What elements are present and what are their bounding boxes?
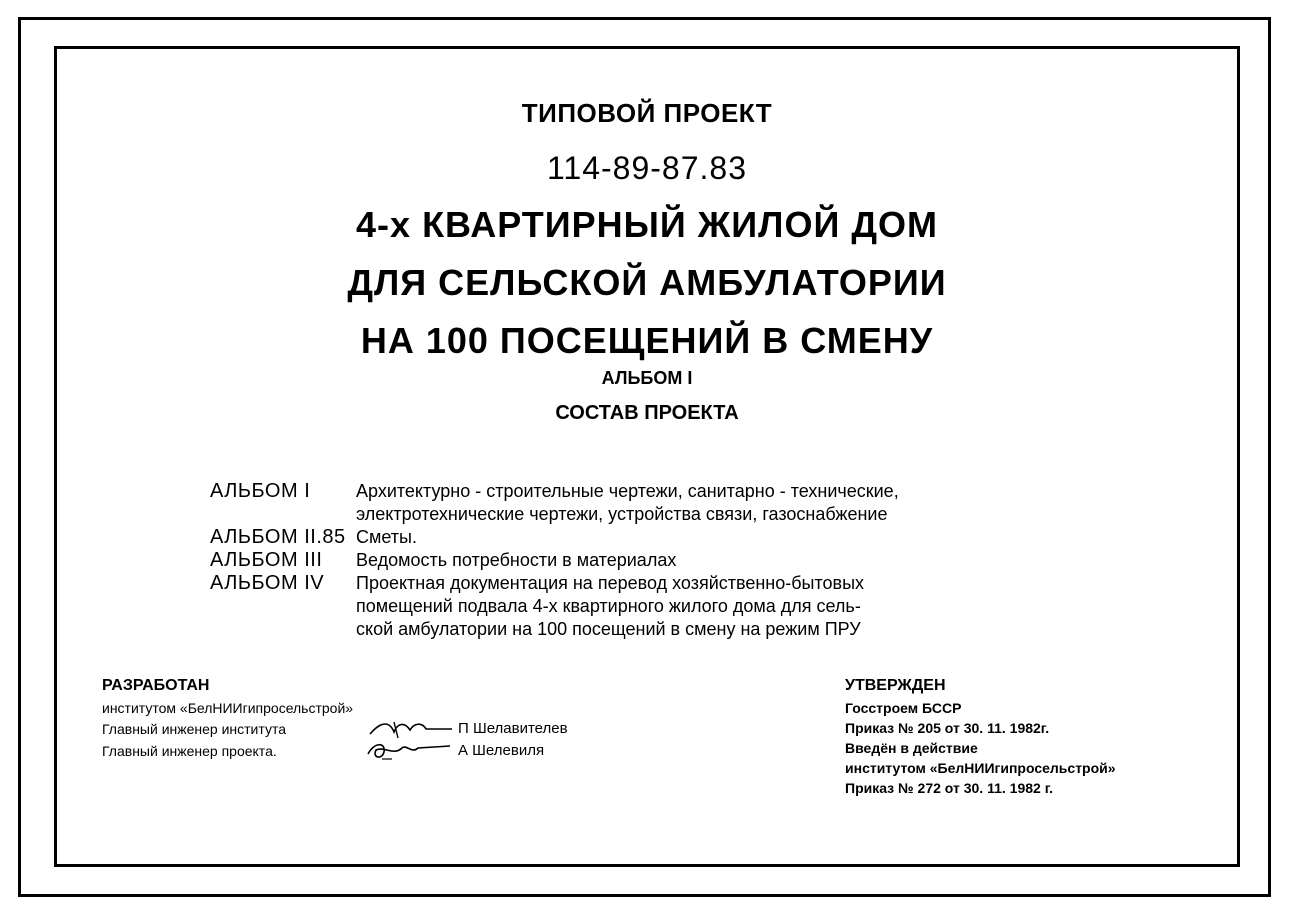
- album-subtitle: АЛЬБОМ I: [601, 368, 693, 388]
- developed-heading: РАЗРАБОТАН: [102, 677, 210, 694]
- project-kind: ТИПОВОЙ ПРОЕКТ: [521, 98, 773, 128]
- contents-heading: СОСТАВ ПРОЕКТА: [555, 402, 739, 424]
- album-label: АЛЬБОМ III: [210, 549, 323, 571]
- approved-by-block: [845, 676, 1116, 798]
- signatory-role: Главный инженер проекта.: [102, 743, 277, 759]
- album-description-cont: электротехнические чертежи, устройства связи, газоснабжение: [356, 504, 888, 524]
- album-item: [210, 526, 1036, 549]
- album-list: [210, 480, 1036, 641]
- approved-line: Приказ № 205 от 30. 11. 1982г.: [845, 720, 1050, 736]
- album-item: [210, 572, 1036, 595]
- signatory-name: А Шелевиля: [458, 742, 545, 759]
- title-line-2: ДЛЯ СЕЛЬСКОЙ АМБУЛАТОРИИ: [347, 262, 947, 303]
- album-item: [210, 480, 1036, 503]
- album-item: [210, 549, 1036, 572]
- approved-line: Введён в действие: [845, 740, 978, 756]
- signature-graphic: [364, 718, 458, 740]
- album-description: Ведомость потребности в материалах: [356, 550, 677, 570]
- developer-org: институтом «БелНИИгипросельстрой»: [102, 700, 354, 716]
- approved-line: институтом «БелНИИгипросельстрой»: [845, 760, 1116, 776]
- approved-line: Госстроем БССР: [845, 700, 962, 716]
- signatory-row: [102, 740, 568, 762]
- title-line-1: 4-х КВАРТИРНЫЙ ЖИЛОЙ ДОМ: [356, 204, 938, 245]
- album-description: Архитектурно - строительные чертежи, санитарно - технические,: [356, 481, 899, 501]
- album-label: АЛЬБОМ IV: [210, 572, 325, 594]
- approved-line: Приказ № 272 от 30. 11. 1982 г.: [845, 780, 1054, 796]
- signatory-role: Главный инженер института: [102, 721, 286, 737]
- project-number: 114-89-87.83: [547, 150, 747, 186]
- signature-graphic: [364, 740, 458, 762]
- title-line-3: НА 100 ПОСЕЩЕНИЙ В СМЕНУ: [360, 320, 934, 361]
- album-label: АЛЬБОМ II.85: [210, 526, 346, 548]
- album-description-cont: помещений подвала 4-х квартирного жилого дома для сель-: [356, 596, 861, 616]
- signatory-row: [102, 718, 568, 740]
- album-description: Сметы.: [356, 527, 417, 547]
- album-label: АЛЬБОМ I: [210, 480, 311, 502]
- album-description-cont: ской амбулатории на 100 посещений в смену на режим ПРУ: [356, 619, 861, 639]
- signatory-name: П Шелавителев: [458, 720, 568, 737]
- album-description: Проектная документация на перевод хозяйственно-бытовых: [356, 573, 865, 593]
- approved-heading: УТВЕРЖДЕН: [845, 677, 946, 694]
- developed-by-block: [102, 676, 568, 762]
